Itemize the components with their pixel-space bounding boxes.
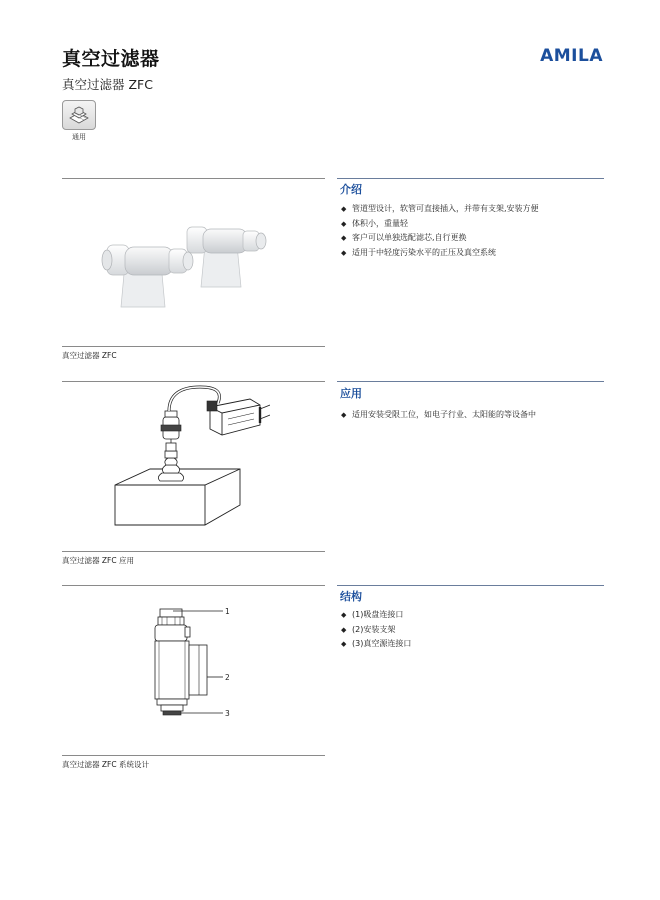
list-item: ◆ 适用于中轻度污染水平的正压及真空系统 (341, 247, 496, 257)
caption-rule (62, 755, 325, 756)
bullet-marker: ◆ (341, 640, 347, 649)
general-purpose-icon (62, 100, 96, 130)
figure-caption: 真空过滤器 ZFC 应用 (62, 556, 134, 565)
application-bullet-list (340, 409, 605, 424)
list-item: ◆ 客户可以单独选配滤芯,自行更换 (341, 233, 467, 243)
page-subtitle: 真空过滤器 ZFC (62, 77, 153, 92)
bullet-marker: ◆ (341, 411, 347, 419)
section-rule (62, 178, 325, 179)
caption-rule (62, 551, 325, 552)
figure-caption: 真空过滤器 ZFC 系统设计 (62, 760, 149, 769)
list-item: ◆ (2)安装支架 (341, 624, 396, 634)
vacuum-filter-product-photo (95, 215, 295, 325)
list-item: ◆ (1)吸盘连接口 (341, 610, 404, 619)
page-title: 真空过滤器 (62, 48, 160, 70)
structure-bullet-list (340, 609, 605, 653)
section-title-intro: 介绍 (340, 183, 362, 196)
section-rule (337, 178, 604, 179)
section-title-structure: 结构 (340, 590, 362, 603)
bullet-marker: ◆ (341, 234, 347, 243)
caption-rule (62, 346, 325, 347)
application-diagram (110, 385, 270, 535)
bullet-marker: ◆ (341, 248, 347, 257)
list-item: ◆ 体积小，重量轻 (341, 218, 408, 228)
list-item: ◆ 管道型设计，软管可直接插入，并带有支架,安装方便 (341, 204, 539, 213)
callout-number: 1 (225, 607, 230, 616)
section-title-application: 应用 (340, 387, 362, 400)
section-rule (337, 381, 604, 382)
badge-label: 通用 (72, 133, 86, 141)
section-rule (62, 585, 325, 586)
figure-caption: 真空过滤器 ZFC (62, 351, 117, 360)
list-item: ◆ 适用安装受限工位，如电子行业、太阳能的等设备中 (341, 410, 536, 419)
bullet-marker: ◆ (341, 219, 347, 228)
section-rule (337, 585, 604, 586)
bullet-marker: ◆ (341, 625, 347, 634)
list-item: ◆ (3)真空源连接口 (341, 639, 412, 649)
structure-diagram (145, 605, 245, 725)
section-rule (62, 381, 325, 382)
brand-logo: AMILA (540, 46, 603, 66)
bullet-marker: ◆ (341, 205, 347, 213)
callout-number: 2 (225, 673, 230, 682)
intro-bullet-list (340, 203, 605, 261)
bullet-marker: ◆ (341, 611, 347, 619)
callout-number: 3 (225, 709, 230, 718)
